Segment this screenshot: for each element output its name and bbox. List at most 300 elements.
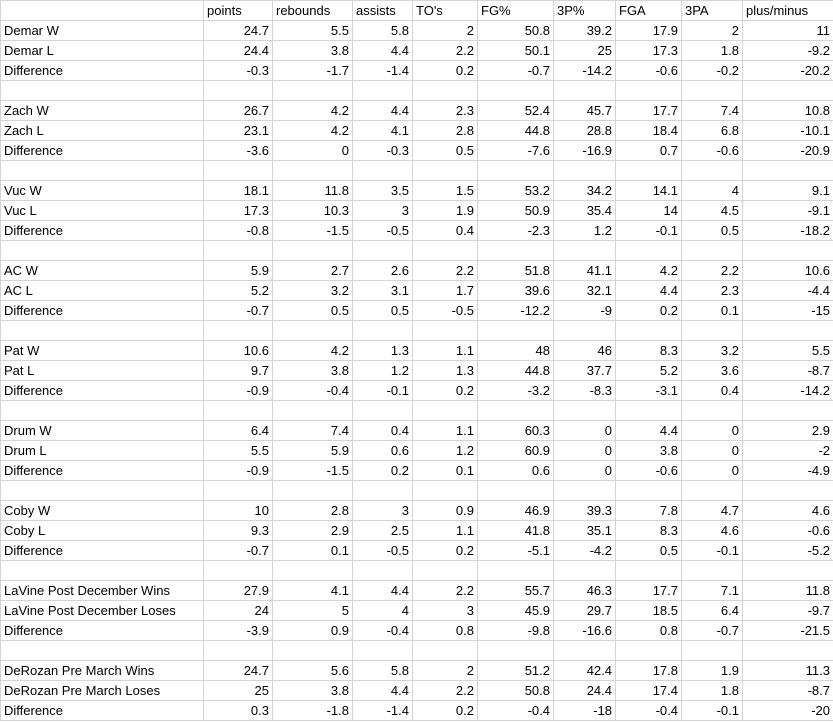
value-cell[interactable]: -18	[554, 701, 616, 721]
value-cell[interactable]: 5.9	[273, 441, 353, 461]
value-cell[interactable]: 3	[413, 601, 478, 621]
row-label-cell[interactable]: AC L	[1, 281, 204, 301]
value-cell[interactable]: -8.7	[743, 681, 833, 701]
value-cell[interactable]: 51.8	[478, 261, 554, 281]
value-cell[interactable]: 1.5	[413, 181, 478, 201]
value-cell[interactable]	[353, 641, 413, 661]
value-cell[interactable]: -0.1	[682, 701, 743, 721]
value-cell[interactable]: 10.6	[204, 341, 273, 361]
value-cell[interactable]: 4.4	[353, 101, 413, 121]
value-cell[interactable]: -4.2	[554, 541, 616, 561]
value-cell[interactable]	[204, 561, 273, 581]
value-cell[interactable]: -1.5	[273, 461, 353, 481]
value-cell[interactable]: 25	[204, 681, 273, 701]
value-cell[interactable]: 1.3	[413, 361, 478, 381]
value-cell[interactable]: 3.6	[682, 361, 743, 381]
value-cell[interactable]: 0.1	[273, 541, 353, 561]
value-cell[interactable]	[204, 401, 273, 421]
value-cell[interactable]	[682, 321, 743, 341]
value-cell[interactable]: 5.6	[273, 661, 353, 681]
value-cell[interactable]: 1.3	[353, 341, 413, 361]
value-cell[interactable]: 5.5	[273, 21, 353, 41]
value-cell[interactable]: 0.2	[413, 541, 478, 561]
row-label-cell[interactable]: Difference	[1, 541, 204, 561]
value-cell[interactable]: 17.8	[616, 661, 682, 681]
value-cell[interactable]	[273, 561, 353, 581]
value-cell[interactable]: -3.6	[204, 141, 273, 161]
row-label-cell[interactable]: LaVine Post December Loses	[1, 601, 204, 621]
value-cell[interactable]	[204, 321, 273, 341]
header-cell[interactable]: assists	[353, 1, 413, 21]
value-cell[interactable]: 55.7	[478, 581, 554, 601]
row-label-cell[interactable]: Pat W	[1, 341, 204, 361]
value-cell[interactable]: 4.2	[273, 341, 353, 361]
row-label-cell[interactable]	[1, 641, 204, 661]
value-cell[interactable]: 1.2	[413, 441, 478, 461]
value-cell[interactable]	[204, 81, 273, 101]
value-cell[interactable]: 0.1	[682, 301, 743, 321]
value-cell[interactable]: 45.9	[478, 601, 554, 621]
header-cell[interactable]: rebounds	[273, 1, 353, 21]
value-cell[interactable]: 0.5	[616, 541, 682, 561]
value-cell[interactable]: 35.1	[554, 521, 616, 541]
value-cell[interactable]	[204, 641, 273, 661]
value-cell[interactable]: 4.4	[353, 581, 413, 601]
value-cell[interactable]: -0.7	[682, 621, 743, 641]
value-cell[interactable]: -0.9	[204, 381, 273, 401]
value-cell[interactable]	[682, 481, 743, 501]
value-cell[interactable]: 0.5	[353, 301, 413, 321]
value-cell[interactable]: 1.7	[413, 281, 478, 301]
value-cell[interactable]: 1.1	[413, 521, 478, 541]
value-cell[interactable]: 17.7	[616, 101, 682, 121]
value-cell[interactable]: -8.3	[554, 381, 616, 401]
value-cell[interactable]: 29.7	[554, 601, 616, 621]
value-cell[interactable]	[413, 641, 478, 661]
value-cell[interactable]: 26.7	[204, 101, 273, 121]
value-cell[interactable]: -1.4	[353, 701, 413, 721]
value-cell[interactable]: 2.2	[413, 681, 478, 701]
value-cell[interactable]: 2	[413, 661, 478, 681]
value-cell[interactable]: -7.6	[478, 141, 554, 161]
value-cell[interactable]: 0.2	[413, 381, 478, 401]
value-cell[interactable]: 18.5	[616, 601, 682, 621]
value-cell[interactable]: -0.2	[682, 61, 743, 81]
value-cell[interactable]: -3.2	[478, 381, 554, 401]
value-cell[interactable]: 0.4	[353, 421, 413, 441]
value-cell[interactable]: 10.8	[743, 101, 833, 121]
value-cell[interactable]	[554, 561, 616, 581]
value-cell[interactable]: 2.2	[413, 41, 478, 61]
value-cell[interactable]: 0.2	[413, 701, 478, 721]
value-cell[interactable]	[273, 241, 353, 261]
value-cell[interactable]: 4.6	[743, 501, 833, 521]
value-cell[interactable]: 0.9	[273, 621, 353, 641]
value-cell[interactable]	[743, 641, 833, 661]
value-cell[interactable]	[478, 561, 554, 581]
value-cell[interactable]: 50.8	[478, 681, 554, 701]
value-cell[interactable]: 23.1	[204, 121, 273, 141]
value-cell[interactable]: 5.5	[743, 341, 833, 361]
value-cell[interactable]: 11	[743, 21, 833, 41]
value-cell[interactable]: -0.7	[204, 541, 273, 561]
value-cell[interactable]: -15	[743, 301, 833, 321]
value-cell[interactable]: 2	[682, 21, 743, 41]
value-cell[interactable]	[273, 401, 353, 421]
value-cell[interactable]: 52.4	[478, 101, 554, 121]
value-cell[interactable]	[478, 481, 554, 501]
value-cell[interactable]	[616, 81, 682, 101]
value-cell[interactable]: 2.7	[273, 261, 353, 281]
value-cell[interactable]	[616, 481, 682, 501]
value-cell[interactable]: 5.2	[204, 281, 273, 301]
value-cell[interactable]: 5.9	[204, 261, 273, 281]
value-cell[interactable]	[616, 401, 682, 421]
value-cell[interactable]	[478, 641, 554, 661]
value-cell[interactable]: 0.6	[478, 461, 554, 481]
value-cell[interactable]: 4.5	[682, 201, 743, 221]
value-cell[interactable]: 50.8	[478, 21, 554, 41]
value-cell[interactable]: 0.2	[353, 461, 413, 481]
value-cell[interactable]: -16.6	[554, 621, 616, 641]
value-cell[interactable]: 48	[478, 341, 554, 361]
value-cell[interactable]: 24.7	[204, 661, 273, 681]
value-cell[interactable]	[743, 241, 833, 261]
value-cell[interactable]: 3	[353, 201, 413, 221]
value-cell[interactable]: 50.9	[478, 201, 554, 221]
value-cell[interactable]	[353, 481, 413, 501]
value-cell[interactable]	[353, 81, 413, 101]
value-cell[interactable]: 1.2	[353, 361, 413, 381]
value-cell[interactable]: 37.7	[554, 361, 616, 381]
value-cell[interactable]: 4.7	[682, 501, 743, 521]
value-cell[interactable]: -0.4	[273, 381, 353, 401]
value-cell[interactable]: 2.3	[682, 281, 743, 301]
value-cell[interactable]	[682, 161, 743, 181]
value-cell[interactable]: 6.4	[204, 421, 273, 441]
value-cell[interactable]: 8.3	[616, 521, 682, 541]
value-cell[interactable]: 0.8	[616, 621, 682, 641]
row-label-cell[interactable]: Vuc W	[1, 181, 204, 201]
value-cell[interactable]	[743, 401, 833, 421]
value-cell[interactable]: -21.5	[743, 621, 833, 641]
value-cell[interactable]: 24.7	[204, 21, 273, 41]
value-cell[interactable]: 9.1	[743, 181, 833, 201]
value-cell[interactable]	[353, 321, 413, 341]
value-cell[interactable]: 7.8	[616, 501, 682, 521]
value-cell[interactable]: 50.1	[478, 41, 554, 61]
row-label-cell[interactable]: Drum W	[1, 421, 204, 441]
value-cell[interactable]: 3.8	[273, 41, 353, 61]
value-cell[interactable]: 5.5	[204, 441, 273, 461]
header-cell[interactable]: 3PA	[682, 1, 743, 21]
value-cell[interactable]	[743, 561, 833, 581]
value-cell[interactable]: -10.1	[743, 121, 833, 141]
value-cell[interactable]: 0.9	[413, 501, 478, 521]
value-cell[interactable]: 17.9	[616, 21, 682, 41]
value-cell[interactable]	[616, 641, 682, 661]
value-cell[interactable]: -0.5	[353, 541, 413, 561]
value-cell[interactable]: 3	[353, 501, 413, 521]
value-cell[interactable]	[353, 161, 413, 181]
value-cell[interactable]: -1.8	[273, 701, 353, 721]
header-cell[interactable]: plus/minus	[743, 1, 833, 21]
row-label-cell[interactable]: Zach L	[1, 121, 204, 141]
value-cell[interactable]: 39.2	[554, 21, 616, 41]
value-cell[interactable]: 0.4	[413, 221, 478, 241]
value-cell[interactable]: 44.8	[478, 121, 554, 141]
value-cell[interactable]: 41.8	[478, 521, 554, 541]
value-cell[interactable]	[413, 241, 478, 261]
value-cell[interactable]: 18.1	[204, 181, 273, 201]
value-cell[interactable]	[554, 321, 616, 341]
row-label-cell[interactable]: Difference	[1, 461, 204, 481]
value-cell[interactable]: -0.8	[204, 221, 273, 241]
value-cell[interactable]	[478, 241, 554, 261]
value-cell[interactable]: 27.9	[204, 581, 273, 601]
value-cell[interactable]: 9.7	[204, 361, 273, 381]
row-label-cell[interactable]	[1, 481, 204, 501]
value-cell[interactable]: 8.3	[616, 341, 682, 361]
value-cell[interactable]	[554, 161, 616, 181]
value-cell[interactable]: -12.2	[478, 301, 554, 321]
value-cell[interactable]	[554, 401, 616, 421]
value-cell[interactable]: 3.5	[353, 181, 413, 201]
value-cell[interactable]	[413, 401, 478, 421]
value-cell[interactable]	[616, 241, 682, 261]
value-cell[interactable]	[743, 81, 833, 101]
value-cell[interactable]: -9	[554, 301, 616, 321]
value-cell[interactable]: 39.3	[554, 501, 616, 521]
value-cell[interactable]: 1.8	[682, 681, 743, 701]
value-cell[interactable]: 45.7	[554, 101, 616, 121]
value-cell[interactable]: 42.4	[554, 661, 616, 681]
value-cell[interactable]: 1.1	[413, 421, 478, 441]
value-cell[interactable]: 2.2	[413, 261, 478, 281]
value-cell[interactable]: 25	[554, 41, 616, 61]
value-cell[interactable]	[413, 321, 478, 341]
value-cell[interactable]: 51.2	[478, 661, 554, 681]
value-cell[interactable]: 7.4	[273, 421, 353, 441]
value-cell[interactable]	[478, 161, 554, 181]
value-cell[interactable]	[743, 321, 833, 341]
value-cell[interactable]: 4	[682, 181, 743, 201]
value-cell[interactable]: 0.4	[682, 381, 743, 401]
value-cell[interactable]: 0	[682, 441, 743, 461]
row-label-cell[interactable]: Coby W	[1, 501, 204, 521]
value-cell[interactable]: 1.8	[682, 41, 743, 61]
row-label-cell[interactable]	[1, 81, 204, 101]
value-cell[interactable]: -0.1	[353, 381, 413, 401]
value-cell[interactable]: 2.6	[353, 261, 413, 281]
value-cell[interactable]: -16.9	[554, 141, 616, 161]
value-cell[interactable]: 4.2	[616, 261, 682, 281]
value-cell[interactable]: -4.4	[743, 281, 833, 301]
value-cell[interactable]: 0	[554, 421, 616, 441]
header-cell[interactable]: TO's	[413, 1, 478, 21]
value-cell[interactable]: -0.3	[353, 141, 413, 161]
row-label-cell[interactable]	[1, 241, 204, 261]
row-label-cell[interactable]	[1, 161, 204, 181]
value-cell[interactable]	[554, 81, 616, 101]
value-cell[interactable]: 4.1	[273, 581, 353, 601]
value-cell[interactable]: 35.4	[554, 201, 616, 221]
value-cell[interactable]	[204, 481, 273, 501]
value-cell[interactable]: 5.8	[353, 661, 413, 681]
value-cell[interactable]: 28.8	[554, 121, 616, 141]
value-cell[interactable]: 0.1	[413, 461, 478, 481]
header-cell[interactable]: points	[204, 1, 273, 21]
value-cell[interactable]: -0.4	[353, 621, 413, 641]
value-cell[interactable]: 0.5	[682, 221, 743, 241]
value-cell[interactable]: -0.9	[204, 461, 273, 481]
value-cell[interactable]: 17.7	[616, 581, 682, 601]
value-cell[interactable]: 46.3	[554, 581, 616, 601]
value-cell[interactable]	[413, 161, 478, 181]
value-cell[interactable]: 2.2	[413, 581, 478, 601]
value-cell[interactable]: -0.7	[478, 61, 554, 81]
value-cell[interactable]: -0.6	[743, 521, 833, 541]
value-cell[interactable]: -8.7	[743, 361, 833, 381]
value-cell[interactable]: -3.1	[616, 381, 682, 401]
value-cell[interactable]: 0.3	[204, 701, 273, 721]
value-cell[interactable]: -1.5	[273, 221, 353, 241]
value-cell[interactable]: 4.6	[682, 521, 743, 541]
row-label-cell[interactable]	[1, 321, 204, 341]
value-cell[interactable]: 60.3	[478, 421, 554, 441]
value-cell[interactable]	[616, 161, 682, 181]
value-cell[interactable]	[273, 161, 353, 181]
value-cell[interactable]: 39.6	[478, 281, 554, 301]
value-cell[interactable]	[413, 561, 478, 581]
value-cell[interactable]	[273, 321, 353, 341]
value-cell[interactable]	[353, 241, 413, 261]
row-label-cell[interactable]: Difference	[1, 701, 204, 721]
value-cell[interactable]: -0.4	[616, 701, 682, 721]
value-cell[interactable]: -18.2	[743, 221, 833, 241]
value-cell[interactable]: 5.2	[616, 361, 682, 381]
value-cell[interactable]: 14.1	[616, 181, 682, 201]
value-cell[interactable]	[616, 321, 682, 341]
value-cell[interactable]: -0.1	[616, 221, 682, 241]
row-label-cell[interactable]: Difference	[1, 301, 204, 321]
value-cell[interactable]: 53.2	[478, 181, 554, 201]
value-cell[interactable]: 0.5	[273, 301, 353, 321]
value-cell[interactable]: 3.1	[353, 281, 413, 301]
value-cell[interactable]: 3.8	[273, 361, 353, 381]
value-cell[interactable]: -9.1	[743, 201, 833, 221]
value-cell[interactable]: 3.2	[273, 281, 353, 301]
value-cell[interactable]: -20.2	[743, 61, 833, 81]
row-label-cell[interactable]: Difference	[1, 621, 204, 641]
value-cell[interactable]	[554, 641, 616, 661]
value-cell[interactable]: 4.4	[353, 41, 413, 61]
row-label-cell[interactable]: Zach W	[1, 101, 204, 121]
value-cell[interactable]: 32.1	[554, 281, 616, 301]
value-cell[interactable]: 5	[273, 601, 353, 621]
value-cell[interactable]: 0.2	[413, 61, 478, 81]
row-label-cell[interactable]: Difference	[1, 61, 204, 81]
value-cell[interactable]: -20	[743, 701, 833, 721]
row-label-cell[interactable]: Drum L	[1, 441, 204, 461]
value-cell[interactable]: 0.6	[353, 441, 413, 461]
value-cell[interactable]	[353, 561, 413, 581]
value-cell[interactable]: -9.2	[743, 41, 833, 61]
value-cell[interactable]	[554, 481, 616, 501]
value-cell[interactable]: 2	[413, 21, 478, 41]
value-cell[interactable]: 0.7	[616, 141, 682, 161]
row-label-cell[interactable]: Vuc L	[1, 201, 204, 221]
value-cell[interactable]: 0.2	[616, 301, 682, 321]
value-cell[interactable]: -0.4	[478, 701, 554, 721]
value-cell[interactable]: 4	[353, 601, 413, 621]
value-cell[interactable]: 6.8	[682, 121, 743, 141]
value-cell[interactable]: -2.3	[478, 221, 554, 241]
value-cell[interactable]: 44.8	[478, 361, 554, 381]
value-cell[interactable]: 2.8	[413, 121, 478, 141]
value-cell[interactable]	[616, 561, 682, 581]
value-cell[interactable]	[682, 81, 743, 101]
value-cell[interactable]: 0	[554, 461, 616, 481]
value-cell[interactable]: 46	[554, 341, 616, 361]
value-cell[interactable]: -1.4	[353, 61, 413, 81]
value-cell[interactable]: 60.9	[478, 441, 554, 461]
value-cell[interactable]: -14.2	[554, 61, 616, 81]
value-cell[interactable]: 4.1	[353, 121, 413, 141]
value-cell[interactable]: 1.1	[413, 341, 478, 361]
value-cell[interactable]: 11.8	[273, 181, 353, 201]
value-cell[interactable]: -0.7	[204, 301, 273, 321]
value-cell[interactable]: 0.5	[413, 141, 478, 161]
value-cell[interactable]: 9.3	[204, 521, 273, 541]
row-label-cell[interactable]	[1, 401, 204, 421]
value-cell[interactable]: 34.2	[554, 181, 616, 201]
value-cell[interactable]: -9.8	[478, 621, 554, 641]
value-cell[interactable]	[273, 641, 353, 661]
value-cell[interactable]: 10.6	[743, 261, 833, 281]
value-cell[interactable]: 10.3	[273, 201, 353, 221]
value-cell[interactable]	[478, 321, 554, 341]
value-cell[interactable]: 3.8	[616, 441, 682, 461]
value-cell[interactable]: -0.6	[682, 141, 743, 161]
value-cell[interactable]: 11.3	[743, 661, 833, 681]
value-cell[interactable]: 4.4	[616, 281, 682, 301]
value-cell[interactable]: 10	[204, 501, 273, 521]
row-label-cell[interactable]: LaVine Post December Wins	[1, 581, 204, 601]
value-cell[interactable]: 5.8	[353, 21, 413, 41]
value-cell[interactable]	[682, 241, 743, 261]
value-cell[interactable]: 2.9	[743, 421, 833, 441]
value-cell[interactable]: 46.9	[478, 501, 554, 521]
header-cell[interactable]: FGA	[616, 1, 682, 21]
value-cell[interactable]: -0.1	[682, 541, 743, 561]
value-cell[interactable]: 4.4	[616, 421, 682, 441]
value-cell[interactable]: -1.7	[273, 61, 353, 81]
value-cell[interactable]: -0.3	[204, 61, 273, 81]
value-cell[interactable]: 24.4	[204, 41, 273, 61]
value-cell[interactable]	[204, 241, 273, 261]
value-cell[interactable]	[478, 81, 554, 101]
value-cell[interactable]	[273, 81, 353, 101]
value-cell[interactable]: -5.2	[743, 541, 833, 561]
value-cell[interactable]: 2.5	[353, 521, 413, 541]
value-cell[interactable]: 11.8	[743, 581, 833, 601]
value-cell[interactable]: 24.4	[554, 681, 616, 701]
value-cell[interactable]	[554, 241, 616, 261]
value-cell[interactable]: 6.4	[682, 601, 743, 621]
value-cell[interactable]: 3.2	[682, 341, 743, 361]
value-cell[interactable]: -0.6	[616, 461, 682, 481]
